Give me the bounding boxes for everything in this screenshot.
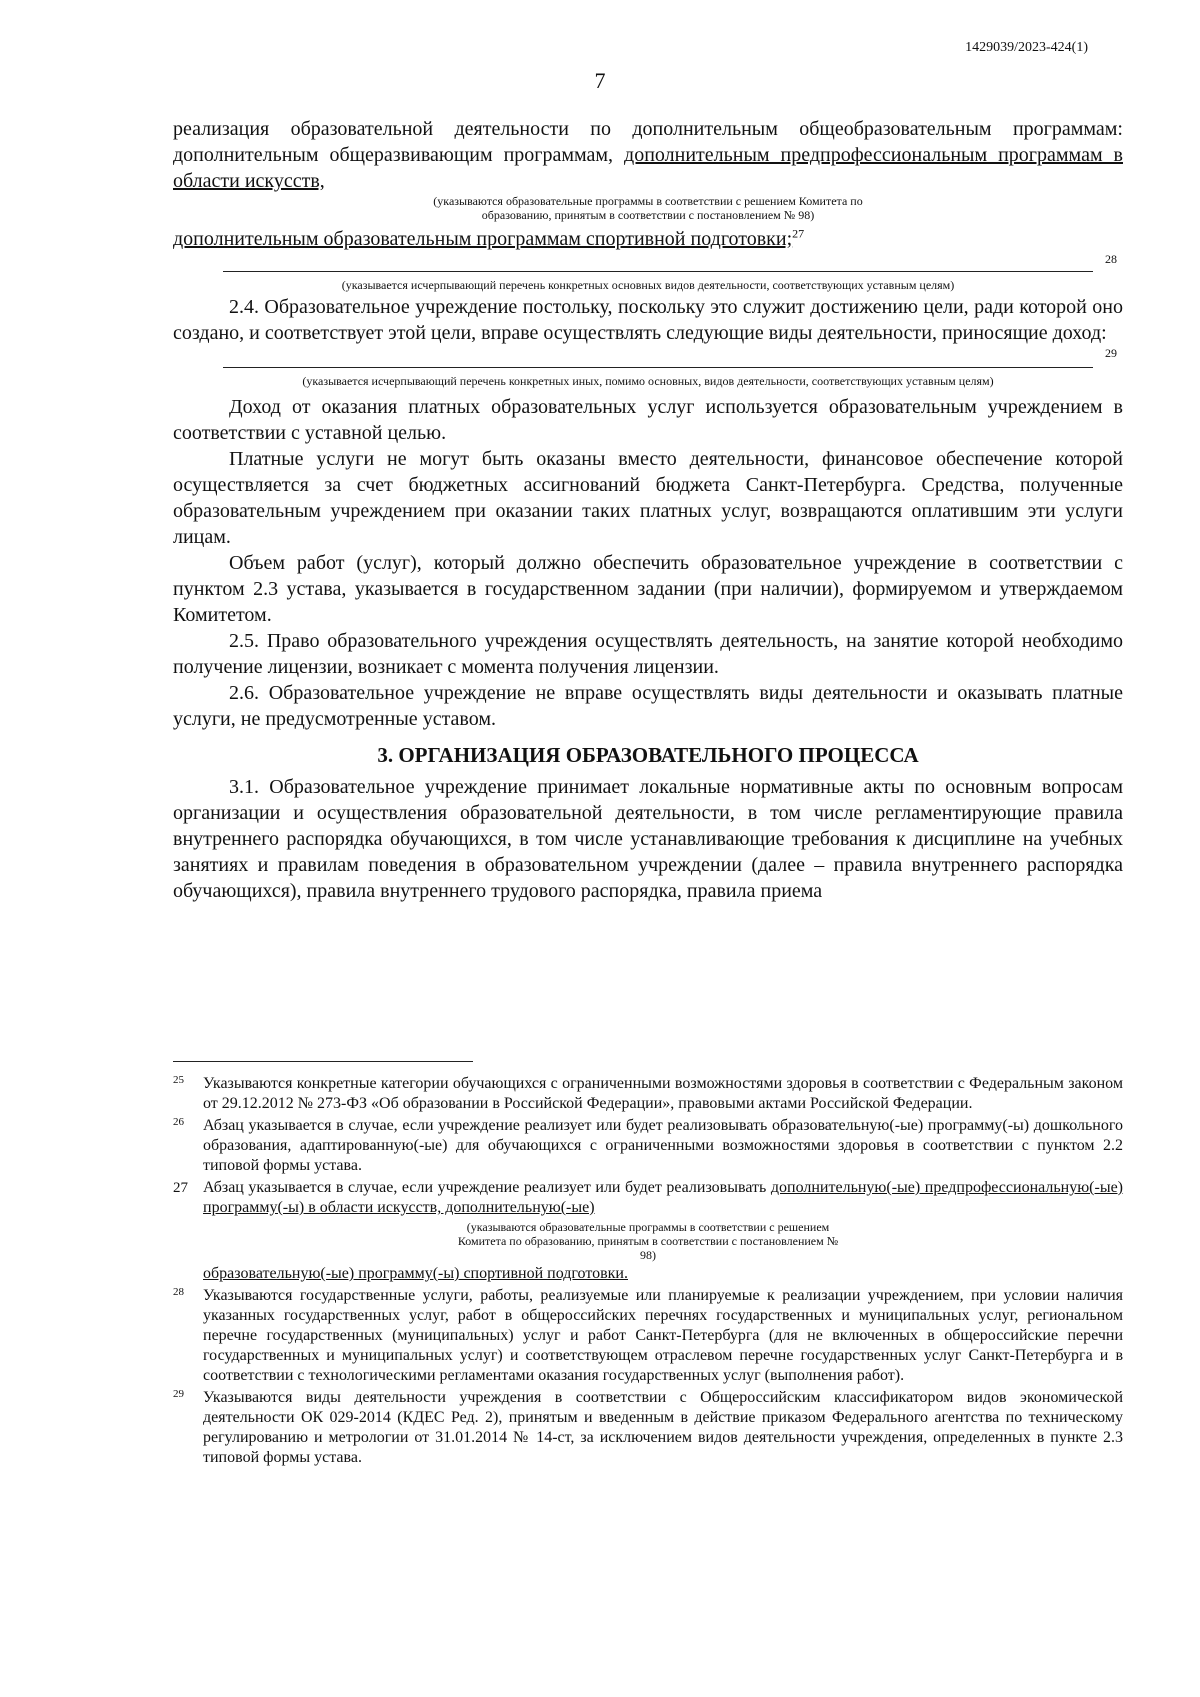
footnote-text: Указываются государственные услуги, работы, реализуемые или планируемые к реализации учреждением, при условии наличия указанных государственных услуг, работ в общероссийских перечнях государственных и муниципальных услуг, региональном перечне государственных (муниципальных) услуг и работ Санкт-Петербурга (для не включенных в общероссийские перечни государственных и муниципальных услуг) и соответствующем отраслевом перечне государственных услуг Санкт-Петербурга и в соответствии с технологическими регламентами оказания государственных услуг (выполнения работ). — [203, 1287, 1123, 1384]
footnote-separator — [173, 1061, 473, 1062]
footnote-text: Абзац указывается в случае, если учреждение реализует или будет реализовывать образовательную(-ые) программу(-ы) дошкольного образования, адаптированную(-ые) для обучающихся с ограниченными возможностями здоровья в соответствии с пунктом 2.2 типовой формы устава. — [203, 1117, 1123, 1174]
paragraph-2-4: 2.4. Образовательное учреждение постольку, поскольку это служит достижению цели, ради которой оно создано, и соответствует этой цели, вправе осуществлять следующие виды деятельности, приносящие доход: — [173, 296, 1123, 344]
caption-other-activities: (указывается исчерпывающий перечень конкретных иных, помимо основных, видов деятельности, соответствующих уставным целям) — [302, 374, 994, 388]
paragraph-income: Доход от оказания платных образовательных услуг используется образовательным учреждением в соответствии с уставной целью. — [173, 396, 1123, 444]
footnote-29 — [173, 1388, 1123, 1468]
footnote-mark: 29 — [173, 1388, 184, 1400]
footnote-mark: 28 — [173, 1286, 184, 1298]
footnote-28 — [173, 1286, 1123, 1386]
fill-line — [223, 367, 1093, 368]
fill-line — [223, 271, 1093, 272]
footnote-ref-28: 28 — [1105, 252, 1117, 266]
paragraph-3-1: 3.1. Образовательное учреждение принимает локальные нормативные акты по основным вопросам организации и осуществления образовательной деятельности, в том числе регламентирующие правила внутреннего распорядка обучающихся, в том числе устанавливающие требования к дисциплине на учебных занятиях и правилам поведения в образовательном учреждении (далее – правила внутреннего распорядка обучающихся), правила внутреннего трудового распорядка, правила приема — [173, 776, 1123, 902]
main-text — [173, 116, 1123, 904]
footnote-text: Абзац указывается в случае, если учреждение реализует или будет реализовывать — [203, 1179, 767, 1196]
paragraph-paid-services: Платные услуги не могут быть оказаны вместо деятельности, финансовое обеспечение которой осуществляется за счет бюджетных ассигнований бюджета Санкт-Петербурга. Средства, полученные образовательным учреждением при оказании таких платных услуг, возвращаются оплатившим эти услуги лицам. — [173, 448, 1123, 548]
footnote-26 — [173, 1116, 1123, 1176]
footnote-mark: 25 — [173, 1074, 184, 1086]
page-number: 7 — [594, 68, 606, 93]
footnote-mark: 27 — [173, 1180, 188, 1196]
footnote-text: Указываются виды деятельности учреждения в соответствии с Общероссийским классификатором видов экономической деятельности ОК 029-2014 (КДЕС Ред. 2), принятым и введенным в действие приказом Федерального агентства по техническому регулированию и метрологии от 31.01.2014 № 14-ст, за исключением видов деятельности учреждения, определенных в пункте 2.3 типовой формы устава. — [203, 1389, 1123, 1466]
footnote-27-continued — [173, 1264, 1123, 1284]
document-number: 1429039/2023-424(1) — [965, 40, 1088, 55]
footnote-text-underlined: дополнительную(-ые) предпрофессиональную(-ые) программу(-ы) в области искусств, дополнительную(-ые) — [203, 1179, 1124, 1216]
paragraph-volume: Объем работ (услуг), который должно обеспечить образовательное учреждение в соответствии с пунктом 2.3 устава, указывается в государственном задании (при наличии), формируемом и утверждаемом Комитетом. — [173, 552, 1123, 626]
footnote-25 — [173, 1074, 1123, 1114]
activity-text: реализация образовательной деятельности по дополнительным общеобразовательным программам: дополнительным общеразвивающим программам, — [173, 118, 1123, 166]
paragraph-2-5: 2.5. Право образовательного учреждения осуществлять деятельность, на занятие которой необходимо получение лицензии, возникает с момента получения лицензии. — [173, 630, 1123, 678]
footnotes — [173, 1074, 1123, 1470]
sport-programs-line — [173, 226, 1123, 252]
sport-programs-text: дополнительным образовательным программам спортивной подготовки; — [173, 228, 793, 250]
footnote-ref-27: 27 — [792, 226, 805, 241]
activity-paragraph — [173, 116, 1123, 194]
footnote-mark: 26 — [173, 1116, 184, 1128]
caption-main-activities: (указывается исчерпывающий перечень конкретных основных видов деятельности, соответствующих уставным целям) — [341, 278, 955, 292]
caption-programs: (указываются образовательные программы в соответствии с решением Комитета по образованию, принятым в соответствии с постановлением № 98) — [433, 194, 863, 222]
fill-line-main-activities — [173, 252, 1123, 274]
footnote-27-caption: (указываются образовательные программы в соответствии с решением Комитета по образованию, принятым в соответствии с постановлением № 98) — [457, 1220, 839, 1262]
fill-line-other-activities — [173, 346, 1123, 370]
footnote-ref-29: 29 — [1105, 346, 1117, 360]
paragraph-2-6: 2.6. Образовательное учреждение не вправе осуществлять виды деятельности и оказывать платные услуги, не предусмотренные уставом. — [173, 682, 1123, 730]
activity-text-underlined: дополнительным предпрофессиональным программам в области искусств, — [173, 144, 1123, 192]
section-heading: 3. ОРГАНИЗАЦИЯ ОБРАЗОВАТЕЛЬНОГО ПРОЦЕССА — [377, 743, 919, 767]
footnote-text-underlined: образовательную(-ые) программу(-ы) спортивной подготовки. — [203, 1265, 628, 1282]
footnote-text: Указываются конкретные категории обучающихся с ограниченными возможностями здоровья в соответствии с Федеральным законом от 29.12.2012 № 273-ФЗ «Об образовании в Российской Федерации», правовыми актами Российской Федерации. — [203, 1075, 1123, 1112]
footnote-27 — [173, 1178, 1123, 1218]
